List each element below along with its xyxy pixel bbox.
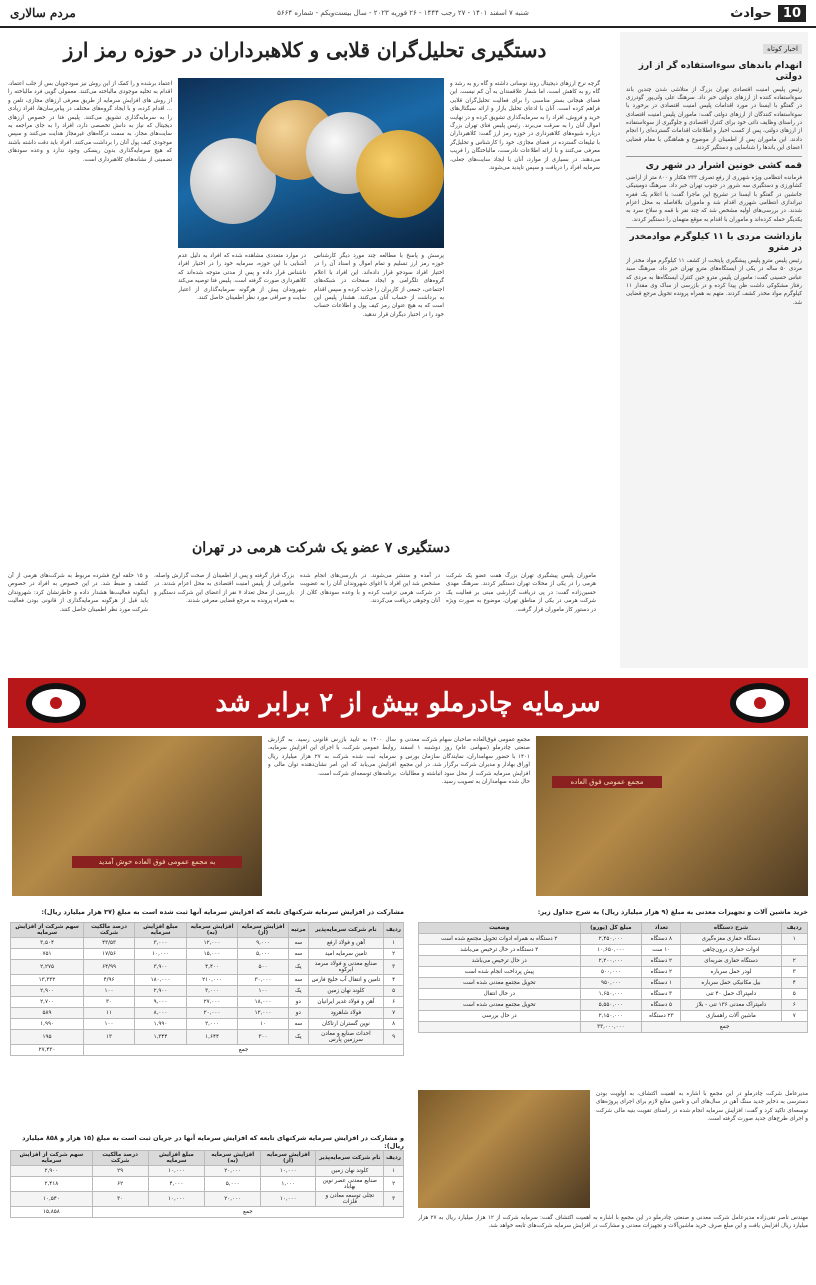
col-header: ردیف (781, 923, 807, 934)
table-cell: لودر حمل سرباره (681, 967, 781, 978)
table-cell: ۱۰۰ (84, 986, 135, 997)
lower-article-column: مدیرعامل شرکت چادرملو در این مجمع با اشاره به اهمیت اکتشاف، به اولویت بودن دسترسی به ذخایر جدید سنگ آهن در سال‌های آتی و تامین منابع لازم برای اجرای پروژه‌های توسعه‌ای تاکید کرد و گفت: افزایش سرمایه انجام شده در راستای تقویت بنیه مالی شرکت و اجرای طرح‌های جدید صورت گرفته است. (596, 1091, 808, 1123)
main-article-column: پرسش و پاسخ با مطالعه چند مورد دیگر کارشناس حوزه رمز ارز تسلیم و تمام اموال و اسناد آن را در اختیار افراد سودجو قرار داده‌اند. این افراد با اعلام گروه‌های تلگرامی و ایجاد صفحات در شبکه‌های اجتماعی، جمعی از کاربران را جذب کرده و سپس اقدام به برداشت از حساب آنان می‌کنند. هشدار پلیس این است که به هیچ عنوان رمز کیف پول و اطلاعات حساب خود را در اختیار دیگران قرار ندهید. (314, 253, 444, 318)
table-row (419, 934, 808, 945)
table-cell (419, 1022, 581, 1033)
table-cell: ۱ (384, 1166, 404, 1177)
table-cell: ۱۰۰ (238, 986, 289, 997)
table-cell: کلوند نهان زمین (308, 986, 383, 997)
table-cell: ۲ دستگاه (642, 956, 681, 967)
table-cell: ۷ (384, 1008, 404, 1019)
table-cell: ۲۳ دستگاه (642, 1011, 681, 1022)
table-cell: ۹۵۰,۰۰۰ (580, 978, 642, 989)
banner-sign: به مجمع عمومی فوق العاده خوش آمدید (72, 856, 242, 868)
table-row (11, 1019, 404, 1030)
table-cell: ۵,۰۰۰ (238, 949, 289, 960)
divider (626, 156, 802, 157)
table-cell: ۱۰,۰۰۰ (261, 1166, 316, 1177)
meeting-panel-photo (12, 736, 262, 896)
table-row (419, 967, 808, 978)
table-cell: ۱۰,۰۰۰ (148, 1192, 205, 1207)
table-cell: نوین گستران ارتاکان (308, 1019, 383, 1030)
table-cell: ۲ (384, 949, 404, 960)
main-article-column: گرچه نرخ ارزهای دیجیتال روند نوسانی داشته و گاه رو به رشد و گاه رو به کاهش است، اما شمار علاقمندان به آن کم نیست. این فضای هیجانی بستر مناسبی را برای فعالیت تحلیل‌گران قلابی فراهم کرده است. آنان با ادعای تحلیل بازار و ارائه سیگنال‌های خرید و فروش، افراد را به سرمایه‌گذاری تشویق کرده و در نهایت اموال آنان را به سرقت می‌برند. رئیس پلیس فتای تهران بزرگ درباره شیوه‌های کلاهبرداری در حوزه رمز ارز گفت: کلاهبرداران با تبلیغات گسترده در فضای مجازی، خود را کارشناس و تحلیل‌گر معرفی می‌کنند و با ارائه اطلاعات نادرست، مالباختگان را فریب می‌دهند. در بسیاری از موارد، آنان با ایجاد سایت‌های جعلی، سرمایه افراد را دریافت و سپس ناپدید می‌شوند. (450, 81, 600, 171)
total-label: جمع (642, 1022, 808, 1033)
table-cell: ۱۵,۰۰۰ (187, 949, 238, 960)
table-cell: دو (288, 997, 308, 1008)
table-row (419, 978, 808, 989)
pending-capital-table (10, 1150, 404, 1218)
total-value: ۲۷,۴۳۰ (11, 1045, 84, 1056)
table-cell: ۲۰,۰۰۰ (205, 1166, 261, 1177)
table-cell: بیل مکانیکی حمل سرباره (681, 978, 781, 989)
table-cell: ۵۰۰ (238, 960, 289, 975)
table-cell: تامین سرمایه امید (308, 949, 383, 960)
table-cell: کلوند نهان زمین (316, 1166, 384, 1177)
shareholders-photo (418, 1090, 590, 1208)
table-cell: ۱۰,۰۰۰ (148, 1166, 205, 1177)
capital-increase-table (10, 922, 404, 1056)
table-cell: آهن و فولاد غدیر ایرانیان (308, 997, 383, 1008)
table-cell: ۱۰,۶۵۰,۰۰۰ (580, 945, 642, 956)
table-cell: ۴,۰۰۰ (148, 1177, 205, 1192)
table-cell: ۵۰۰,۰۰۰ (580, 967, 642, 978)
table-cell: ۲۷,۰۰۰ (187, 997, 238, 1008)
table-cell: ۱,۶۴۴ (187, 1030, 238, 1045)
table-row (11, 1192, 404, 1207)
table-cell: ۳۰ (92, 1192, 148, 1207)
table-cell: ۱۳,۳۳۲ (11, 975, 84, 986)
table-cell: دستگاه حفاری ضربه‌ای (681, 956, 781, 967)
table-cell: ۳۰ (84, 997, 135, 1008)
table-cell: ۵ (781, 989, 807, 1000)
col-header: درصد مالکیت شرکت (92, 1151, 148, 1166)
table-cell: ۶۲ (92, 1177, 148, 1192)
sidebar-story-body: فرمانده انتظامی ویژه شهرری از رفع تصرف ۲۳۳ هکتار و ۸۰۰ متر از اراضی کشاورزی و دستگیری سه شرور در جنوب تهران خبر داد. سرهنگ دومینیکی جانشین در گفتگو با ایسنا در تشریح این ماجرا گفت: با اعلام یک فقره تیراندازی انتظامی شهرری اقدام شد و ماموران بلافاصله به محل اعزام شدند. در بررسی‌های اولیه مشخص شد که چند نفر با قمه و سلاح سرد به یکدیگر حمله کرده‌اند و ماموران با اقدام به موقع متهمان را دستگیر کردند. (626, 174, 802, 223)
table-cell: آهن و فولاد ارفع (308, 938, 383, 949)
table-cell: ۱۰ ست (642, 945, 681, 956)
col-header: مبلغ کل (یورو) (580, 923, 642, 934)
table-cell: ۱۲,۰۰۰ (238, 1008, 289, 1019)
col-header: نام شرکت سرمایه‌پذیر (308, 923, 383, 938)
table-cell: ۲,۷۰۰ (11, 997, 84, 1008)
sidebar-story-title: قمه کشی خونین اشرار در شهر ری (645, 160, 802, 171)
table-cell: ۴ (384, 975, 404, 986)
table-cell: یک (288, 1030, 308, 1045)
table-cell: ۱۰,۵۴۰ (11, 1192, 93, 1207)
col-header: سهم شرکت از افزایش سرمایه (11, 1151, 93, 1166)
table-cell: ۱۱ (84, 1008, 135, 1019)
story2-column: و ۱۵ حلقه لوح فشرده مربوط به شرکت‌های هرمی از آن کشف و ضبط شد. در این خصوص به افراد در خصوص اینگونه فعالیت‌ها هشدار داده و خاطرنشان کرد: شهروندان باید قبل از هرگونه سرمایه‌گذاری از قانونی بودن فعالیت شرکت مورد نظر اطمینان حاصل کنند. (8, 573, 148, 613)
col-header: مبلغ افزایش سرمایه (134, 923, 186, 938)
table-cell: ۲,۰۰۰ (187, 1019, 238, 1030)
col-header: افزایش سرمایه (به) (205, 1151, 261, 1166)
table-cell: ۱ دستگاه (642, 978, 681, 989)
table-cell: ۱۰۰ (84, 1019, 135, 1030)
table-cell: ۵۸۹ (11, 1008, 84, 1019)
table-cell: ۲۰,۰۰۰ (187, 1008, 238, 1019)
table-cell: ۷ (781, 1011, 807, 1022)
table-cell: ۳۰,۰۰۰ (238, 975, 289, 986)
table-cell: ماشین آلات راهسازی (681, 1011, 781, 1022)
table-cell: ۳ دستگاه در حال ترخیص می‌باشد (419, 945, 581, 956)
table-cell: دامپتراک معدنی ۱۳۶ تنی - بلاز (681, 1000, 781, 1011)
table-cell: ادوات حفاری درون‌چاهی (681, 945, 781, 956)
story2-column: ماموران پلیس پیشگیری تهران بزرگ هفت عضو یک شرکت هرمی را در یکی از محلات تهران دستگیر کردند. سرهنگ مهدی حسین‌زاده گفت: در پی دریافت گزارشی مبنی بر فعالیت یک شرکت هرمی در یکی از مناطق تهران، موضوع به صورت ویژه در دستور کار ماموران قرار گرفت. (446, 573, 596, 613)
table-cell: ۴۳/۵۳ (84, 938, 135, 949)
table-cell (781, 945, 807, 956)
table-cell: در حال ترخیص می‌باشد (419, 956, 581, 967)
table-cell: ۵ (384, 986, 404, 997)
table-cell: ۳ (781, 967, 807, 978)
col-header: ردیف (384, 1151, 404, 1166)
table-cell: ۲,۲۷۵ (11, 960, 84, 975)
date-line: شنبه ۷ اسفند ۱۴۰۱ - ۲۷ رجب ۱۴۴۴ - ۲۶ فوریه ۲۰۲۳ - سال بیست‌ویکم - شماره ۵۶۶۴ (277, 9, 529, 17)
table-cell: ۱۸۰,۰۰۰ (134, 975, 186, 986)
table-row (11, 1008, 404, 1019)
table-cell: ۶۴/۹۹ (84, 960, 135, 975)
col-header: درصد مالکیت شرکت (84, 923, 135, 938)
table-cell: ۱۰ (238, 1019, 289, 1030)
lower-article-column: سال ۱۴۰۰ به تایید بازرس قانونی رسید. به گزارش روابط عمومی شرکت، با اجرای این افزایش سرمایه، سرمایه ثبت شده شرکت به ۲۷ هزار میلیارد ریال افزایش می‌یابد که این امر نشان‌دهنده توان مالی و برنامه‌های توسعه‌ای شرکت است. (268, 737, 396, 777)
table-cell: ۱,۰۰۰ (261, 1177, 316, 1192)
sidebar-story-body: رئیس پلیس امنیت اقتصادی تهران بزرگ از متلاشی شدن چندین باند سوءاستفاده کننده از ارزهای دولتی خبر داد. سرهنگ علی ولی‌پور گودرزی در گفتگو با ایسنا در مورد اقدامات پلیس امنیت اقتصادی در برخورد با سوءاستفاده کنندگان از ارزهای دولتی گفت: ماموران پلیس امنیت اقتصادی در راستای وظایف ذاتی خود برای کنترل اقتصادی و جلوگیری از سوءاستفاده از ارزهای دولتی، پس از کسب اخبار و اطلاعات اقدامات گسترده‌ای را انجام دادند. این ماموران پس از اطمینان از موضوع و هماهنگی با مقام قضایی اعضای این باندها را شناسایی و دستگیر کردند. (626, 86, 802, 152)
table-cell: ۲۹ (92, 1166, 148, 1177)
table-cell: ۲ (781, 956, 807, 967)
main-headline: دستگیری تحلیل‌گران قلابی و کلاهبرداران در حوزه رمز ارز (63, 38, 547, 62)
table-cell: ۷۵۱ (11, 949, 84, 960)
table-row (11, 997, 404, 1008)
ad-headline: سرمایه چادرملو بیش از ۲ برابر شد (215, 688, 601, 718)
sidebar-story-title: انهدام باندهای سوءاستفاده گر از ارز دولتی (638, 61, 802, 83)
col-header: افزایش سرمایه (از) (261, 1151, 316, 1166)
table-cell: ۲ (384, 1177, 404, 1192)
table-cell: ۱۷/۵۶ (84, 949, 135, 960)
table-cell: ۲,۴۵۰,۰۰۰ (580, 934, 642, 945)
table-cell: ۳ دستگاه (642, 989, 681, 1000)
total-label: جمع (92, 1207, 403, 1218)
col-header: سهم شرکت از افزایش سرمایه (11, 923, 84, 938)
table-cell: ۳۰۰ (238, 1030, 289, 1045)
table-cell: سه (288, 1019, 308, 1030)
table-cell: ۳,۰۰۰ (134, 938, 186, 949)
table-row (419, 1011, 808, 1022)
newspaper-brand: مردم سالاری (10, 6, 76, 20)
table-cell: ۵,۵۵۰,۰۰۰ (580, 1000, 642, 1011)
table-cell: در حال بررسی (419, 1011, 581, 1022)
table-cell: تامین و انتقال آب خلیج فارس (308, 975, 383, 986)
table-cell: ۳,۵۰۴ (11, 938, 84, 949)
sidebar-tag: اخبار کوتاه (763, 44, 802, 54)
col-header: افزایش سرمایه (به) (187, 923, 238, 938)
table-cell: ۱ (781, 934, 807, 945)
table-cell: تجلی توسعه معادن و فلزات (316, 1192, 384, 1207)
table-cell: در حال انتقال (419, 989, 581, 1000)
table-cell: ۴ (781, 978, 807, 989)
table-cell: ۴/۹۶ (84, 975, 135, 986)
table-row (419, 1000, 808, 1011)
table-cell: ۱,۶۵۰,۰۰۰ (580, 989, 642, 1000)
table-row (11, 1177, 404, 1192)
page-tag (730, 5, 806, 22)
table-cell: تحویل مجتمع معدنی شده است (419, 978, 581, 989)
assembly-hall-photo (536, 736, 808, 896)
table-cell: ۲,۲۰۰,۰۰۰ (580, 956, 642, 967)
table-title: و مشارکت در افزایش سرمایه شرکتهای تابعه که افزایش سرمایه آنها در جریان ثبت است به مبلغ (۱۵ هزار و ۸۵۸ میلیارد ریال): (22, 1134, 404, 1150)
col-header: ردیف (384, 923, 404, 938)
col-header: تعداد (642, 923, 681, 934)
bitcoin-coin-icon (356, 130, 444, 218)
equipment-table (418, 922, 808, 1033)
table-row (11, 949, 404, 960)
table-row (419, 945, 808, 956)
table-cell: ۳ (384, 960, 404, 975)
table-row (11, 938, 404, 949)
table-cell: ۲ دستگاه (642, 967, 681, 978)
story2-column: بزرگ قرار گرفته و پس از اطمینان از صحت گزارش واصله، مامورانی از پلیس امنیت اقتصادی به محل اعزام شدند. در بازرسی از محل تعداد ۷ نفر از اعضای این شرکت دستگیر و به همراه پرونده به مرجع قضایی معرفی شدند. (154, 573, 294, 605)
table-total-row (11, 1045, 404, 1056)
crypto-coins-photo (178, 78, 444, 248)
table-cell: احداث صنایع و معادن سرزمین پارس (308, 1030, 383, 1045)
table-row (11, 975, 404, 986)
table-cell: ۹,۰۰۰ (134, 997, 186, 1008)
table-cell: یک (288, 960, 308, 975)
table-cell: سه (288, 975, 308, 986)
table-cell: ۱۸,۰۰۰ (238, 997, 289, 1008)
table-cell: تحویل مجتمع معدنی شده است (419, 1000, 581, 1011)
page-header (0, 0, 816, 28)
short-news-sidebar (620, 32, 808, 668)
story2-headline: دستگیری ۷ عضو یک شرکت هرمی در تهران (191, 540, 450, 556)
lower-article-column: مجمع عمومی فوق‌العاده صاحبان سهام شرکت معدنی و صنعتی چادرملو (سهامی عام) روز دوشنبه ۱ اسفند ۱۴۰۱ با حضور سهامداران، نمایندگان سازمان بورس و اوراق بهادار و مدیران شرکت برگزار شد. در این مجمع افزایش سرمایه شرکت از محل سود انباشته و مطالبات حال شده سهامداران به تصویب رسید. (400, 737, 530, 785)
total-value: ۱۵,۸۵۸ (11, 1207, 93, 1218)
section-name: حوادث (730, 5, 772, 21)
table-cell: سه (288, 938, 308, 949)
col-header: افزایش سرمایه (از) (238, 923, 289, 938)
table-cell: ۶ (781, 1000, 807, 1011)
table-cell: ۱۲,۰۰۰ (187, 938, 238, 949)
chadormalu-logo-icon (26, 683, 86, 723)
table-cell: ۱,۳۴۴ (134, 1030, 186, 1045)
table-title: خرید ماشین آلات و تجهیزات معدنی به مبلغ (۹ هزار میلیارد ریال) به شرح جداول زیر: (537, 908, 808, 916)
table-cell: ۱۳ (84, 1030, 135, 1045)
table-cell: ۱۰,۰۰۰ (134, 949, 186, 960)
table-cell: دستگاه حفاری مغزه‌گیری (681, 934, 781, 945)
table-cell: ۸ دستگاه (642, 934, 681, 945)
total-value: ۳۳,۰۰۰,۰۰۰ (580, 1022, 642, 1033)
table-row (11, 1166, 404, 1177)
table-row (419, 956, 808, 967)
table-cell: ۱,۹۹۰ (134, 1019, 186, 1030)
table-cell: ۸ (384, 1019, 404, 1030)
table-cell: ۶ (384, 997, 404, 1008)
table-cell: ۵,۰۰۰ (205, 1177, 261, 1192)
table-title: مشارکت در افزایش سرمایه شرکتهای تابعه که افزایش سرمایه آنها ثبت شده است به مبلغ (۳۷ هزار میلیارد ریال): (41, 908, 404, 916)
col-header: مبلغ افزایش سرمایه (148, 1151, 205, 1166)
table-total-row (11, 1207, 404, 1218)
table-cell: ۹ (384, 1030, 404, 1045)
page-number: 10 (778, 5, 806, 22)
table-cell: ۱ (384, 938, 404, 949)
table-cell: ۳ (384, 1192, 404, 1207)
chadormalu-ad-banner (8, 678, 808, 728)
chadormalu-logo-icon (730, 683, 790, 723)
sidebar-story-title: بازداشت مردی با ۱۱ کیلوگرم موادمخدر در مترو (629, 232, 802, 254)
table-row (11, 986, 404, 997)
table-cell: صنایع معدنی عصر نوین بهاباد (316, 1177, 384, 1192)
footer-article-text: مهندس ناصر تقی‌زاده مدیرعامل شرکت معدنی و صنعتی چادرملو در این مجمع با اشاره به اهمیت اکتشاف گفت: سرمایه شرکت از ۱۲ هزار میلیارد ریال به ۲۷ هزار میلیارد ریال افزایش یافت و این مبلغ صرف خرید ماشین‌آلات و تجهیزات معدنی و مشارکت در افزایش سرمایه شرکت‌های تابعه خواهد شد. (418, 1215, 808, 1230)
total-label: جمع (84, 1045, 404, 1056)
table-cell: ۲ دستگاه به همراه ادوات تحویل مجتمع شده است (419, 934, 581, 945)
table-cell: ۱۹۵ (11, 1030, 84, 1045)
table-cell: ۲۰,۰۰۰ (205, 1192, 261, 1207)
table-row (419, 989, 808, 1000)
table-cell: ۲,۹۰۰ (11, 986, 84, 997)
table-cell: ۸,۰۰۰ (134, 1008, 186, 1019)
table-cell: ۲,۹۰۰ (11, 1166, 93, 1177)
table-cell: صنایع معدنی و فولاد سرمد ابرکوه (308, 960, 383, 975)
table-row (11, 960, 404, 975)
table-total-row (419, 1022, 808, 1033)
table-cell: ۵ دستگاه (642, 1000, 681, 1011)
col-header: شرح دستگاه (681, 923, 781, 934)
table-cell: ۱,۹۹۰ (11, 1019, 84, 1030)
banner-sign: مجمع عمومی فوق العاده (552, 776, 662, 788)
table-cell: ۲۱۰,۰۰۰ (187, 975, 238, 986)
table-cell: ۱۰,۰۰۰ (261, 1192, 316, 1207)
table-cell: فولاد شاهرود (308, 1008, 383, 1019)
table-cell: ۲,۴۱۸ (11, 1177, 93, 1192)
table-cell: ۳,۰۰۰ (187, 986, 238, 997)
table-cell: دو (288, 1008, 308, 1019)
col-header: وضعیت (419, 923, 581, 934)
table-cell: پیش پرداخت انجام شده است (419, 967, 581, 978)
table-cell: ۴,۴۰۰ (187, 960, 238, 975)
table-row (11, 1030, 404, 1045)
table-cell: سه (288, 949, 308, 960)
table-cell: ۲,۹۰۰ (134, 986, 186, 997)
table-cell: ۹,۰۰۰ (238, 938, 289, 949)
table-cell: دامپتراک حمل ۴۰ تنی (681, 989, 781, 1000)
table-cell: ۲,۱۵۰,۰۰۰ (580, 1011, 642, 1022)
main-article-column: در موارد متعددی مشاهده شده که افراد به دلیل عدم آشنایی با این حوزه، سرمایه خود را در اختیار افراد ناشناس قرار داده و پس از مدتی متوجه شده‌اند که کلاهبرداری صورت گرفته است. پلیس فتا توصیه می‌کند شهروندان پیش از هرگونه سرمایه‌گذاری از اعتبار سایت و صرافی مورد نظر اطمینان حاصل کنند. (178, 253, 306, 301)
table-cell: یک (288, 986, 308, 997)
divider (626, 227, 802, 228)
table-cell: ۳,۹۰۰ (134, 960, 186, 975)
col-header: نام شرکت سرمایه‌پذیر (316, 1151, 384, 1166)
main-article-column: اعتماد برشده و را کمک از این روش نیز سودجویان بس از جلب اعتماد، اقدام به تخلیه موجودی مالباخته می‌کنند. معمولی گویی فرد مالباخته را از روش های افزایش سرمایه از طریق معرفی ارزهای مجازی، تلفن و ... اقدام کرده، و با ایجاد گروه‌های مختلف در پیام‌رسان‌ها، افراد زیادی را به سرمایه‌گذاری تشویق می‌کنند. پلیس فتا در خصوص ارزهای دیجیتال که نیاز به دانش تخصصی دارد، افراد را به جای مراجعه به سایت‌های مجاز، به سمت درگاه‌های غیرمجاز هدایت می‌کنند و سپس موجودی کیف پول آنان را برداشت می‌کنند. افراد باید دقت داشته باشند که هیچ سرمایه‌گذاری بدون ریسکی وجود ندارد و وعده سودهای تضمینی از نشانه‌های کلاهبرداری است. (8, 81, 172, 163)
col-header: مرتبه (288, 923, 308, 938)
story2-column: در آمده و منتشر می‌شوند. در بازرسی‌های انجام شده مشخص شد این افراد با اغوای شهروندان آنان را به عضویت در شرکت هرمی ترغیب کرده و با وعده سودهای کلان از آنان وجوهی دریافت می‌کردند. (300, 573, 440, 605)
sidebar-story-body: رئیس پلیس مترو پلیس پیشگیری پایتخت از کشف ۱۱ کیلوگرم مواد مخدر از مردی ۵۰ ساله در یکی از ایستگاه‌های مترو تهران خبر داد. سرهنگ سید عباس حسینی گفت: ماموران پلیس مترو حین کنترل ایستگاه‌ها به مردی که رفتار مشکوکی داشت ظن پیدا کرده و در بازرسی از ساک وی مقدار ۱۱ کیلوگرم مواد مخدر کشف کردند. متهم به همراه پرونده تحویل مرجع قضایی شد. (626, 257, 803, 306)
